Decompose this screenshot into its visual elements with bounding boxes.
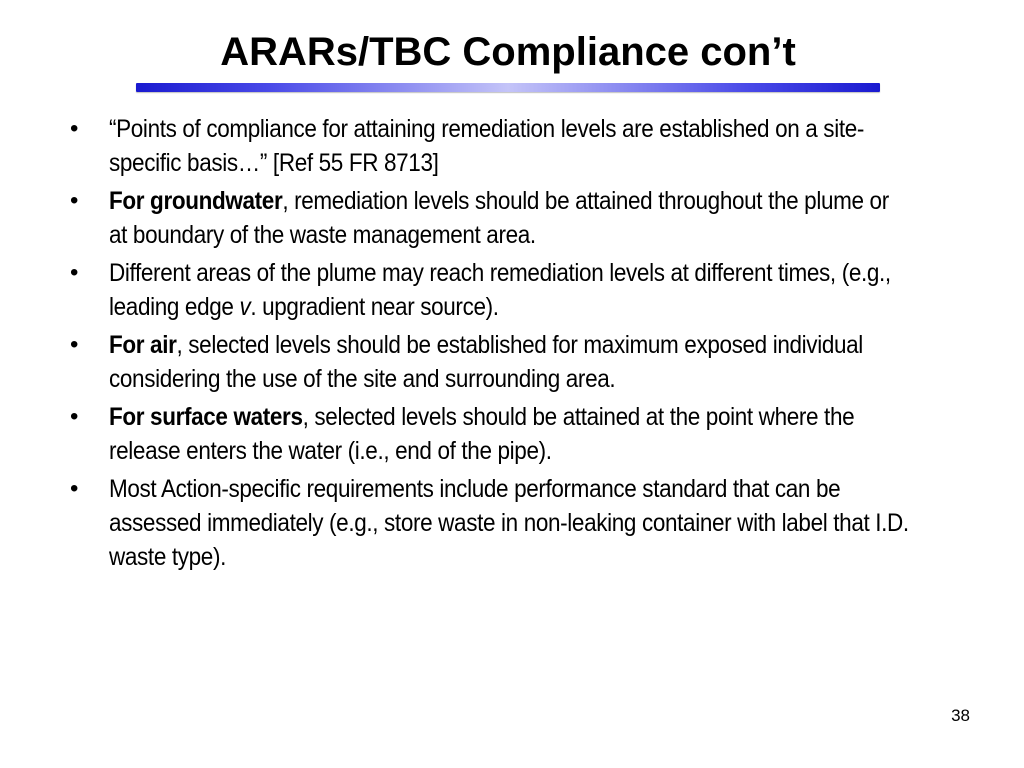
bullet-body-text: , selected levels should be established for maximum exposed individual considering the use of the site and surrounding area. bbox=[109, 331, 863, 393]
bullet-lead-bold: For air bbox=[109, 331, 177, 359]
bullet-body-text-continued: . upgradient near source). bbox=[250, 293, 499, 321]
bullet-marker-icon: • bbox=[70, 259, 79, 286]
bullet-lead-bold: For surface waters bbox=[109, 403, 303, 431]
bullet-italic-text: v bbox=[239, 293, 251, 321]
bullet-marker-icon: • bbox=[70, 115, 79, 142]
bullet-body-text: Most Action-specific requirements include performance standard that can be assessed immediately (e.g., store waste in non-leaking container with label that I.D. waste type). bbox=[109, 475, 909, 571]
bullet-marker-icon: • bbox=[70, 403, 79, 430]
slide-title: ARARs/TBC Compliance con’t bbox=[220, 30, 796, 74]
bullet-item bbox=[0, 112, 1009, 180]
bullet-marker-icon: • bbox=[70, 331, 79, 358]
bullet-body-text: Different areas of the plume may reach remediation levels at different times, (e.g., leading edge bbox=[109, 259, 891, 321]
bullet-item bbox=[0, 184, 1009, 252]
page-number: 38 bbox=[951, 706, 970, 725]
bullet-list bbox=[0, 112, 1024, 578]
title-underline-rule bbox=[136, 83, 880, 92]
bullet-text bbox=[109, 328, 910, 396]
bullet-lead-bold: For groundwater bbox=[109, 187, 283, 215]
bullet-item bbox=[0, 400, 1009, 468]
bullet-item bbox=[0, 472, 1009, 574]
bullet-item bbox=[0, 328, 1009, 396]
bullet-body-text: , remediation levels should be attained throughout the plume or at boundary of the waste management area. bbox=[109, 187, 889, 249]
bullet-marker-icon: • bbox=[70, 475, 79, 502]
bullet-body-text: , selected levels should be attained at the point where the release enters the water (i.e., end of the pipe). bbox=[109, 403, 855, 465]
bullet-body-text: “Points of compliance for attaining remediation levels are established on a site-specific basis…” [Ref 55 FR 8713] bbox=[109, 115, 865, 177]
bullet-text bbox=[109, 256, 910, 324]
bullet-item bbox=[0, 256, 1009, 324]
bullet-text bbox=[109, 472, 910, 574]
bullet-marker-icon: • bbox=[70, 187, 79, 214]
bullet-text bbox=[109, 400, 910, 468]
bullet-text bbox=[109, 184, 910, 252]
bullet-text bbox=[109, 112, 910, 180]
